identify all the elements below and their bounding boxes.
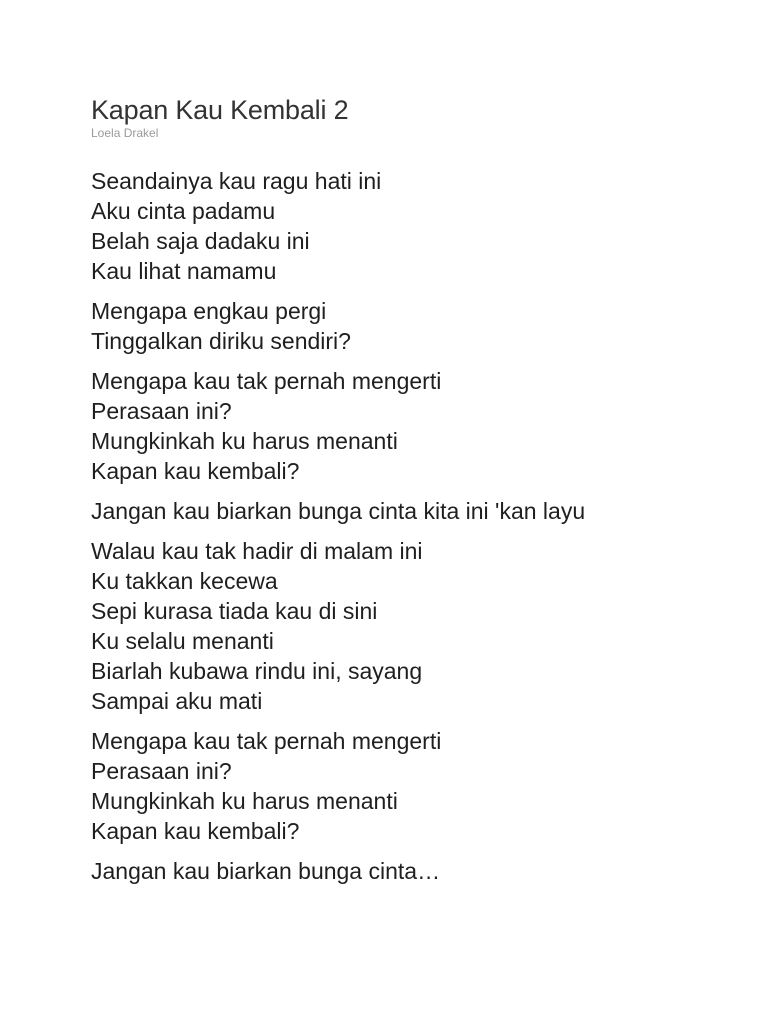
lyrics-stanza (91, 856, 741, 886)
lyrics-line: Kapan kau kembali? (91, 458, 300, 484)
lyrics-line: Mungkinkah ku harus menanti (91, 428, 398, 454)
lyrics-line: Sampai aku mati (91, 688, 263, 714)
lyrics-line: Aku cinta padamu (91, 198, 276, 224)
lyrics-line: Mengapa kau tak pernah mengerti (91, 728, 442, 754)
lyrics-line: Ku selalu menanti (91, 628, 274, 654)
lyrics-line: Kapan kau kembali? (91, 818, 300, 844)
lyrics-line: Biarlah kubawa rindu ini, sayang (91, 658, 423, 684)
lyrics-line: Jangan kau biarkan bunga cinta kita ini 'kan layu (91, 498, 586, 524)
lyrics-line: Perasaan ini? (91, 758, 232, 784)
lyrics-body (91, 166, 741, 886)
lyrics-line: Ku takkan kecewa (91, 568, 278, 594)
lyrics-line: Perasaan ini? (91, 398, 232, 424)
lyrics-line: Mengapa engkau pergi (91, 298, 327, 324)
lyrics-line: Mengapa kau tak pernah mengerti (91, 368, 442, 394)
lyrics-stanza (91, 496, 741, 526)
song-artist: Loela Drakel (91, 126, 159, 140)
lyrics-stanza (91, 166, 741, 286)
lyrics-stanza (91, 536, 741, 716)
song-title: Kapan Kau Kembali 2 (91, 95, 349, 125)
lyrics-line: Belah saja dadaku ini (91, 228, 310, 254)
lyrics-stanza (91, 366, 741, 486)
lyrics-line: Seandainya kau ragu hati ini (91, 168, 382, 194)
lyrics-line: Tinggalkan diriku sendiri? (91, 328, 351, 354)
lyrics-line: Mungkinkah ku harus menanti (91, 788, 398, 814)
lyrics-line: Jangan kau biarkan bunga cinta… (91, 858, 441, 884)
lyrics-stanza (91, 726, 741, 846)
lyrics-line: Kau lihat namamu (91, 258, 277, 284)
lyrics-stanza (91, 296, 741, 356)
lyrics-line: Sepi kurasa tiada kau di sini (91, 598, 378, 624)
lyrics-line: Walau kau tak hadir di malam ini (91, 538, 423, 564)
lyrics-document (91, 94, 741, 896)
